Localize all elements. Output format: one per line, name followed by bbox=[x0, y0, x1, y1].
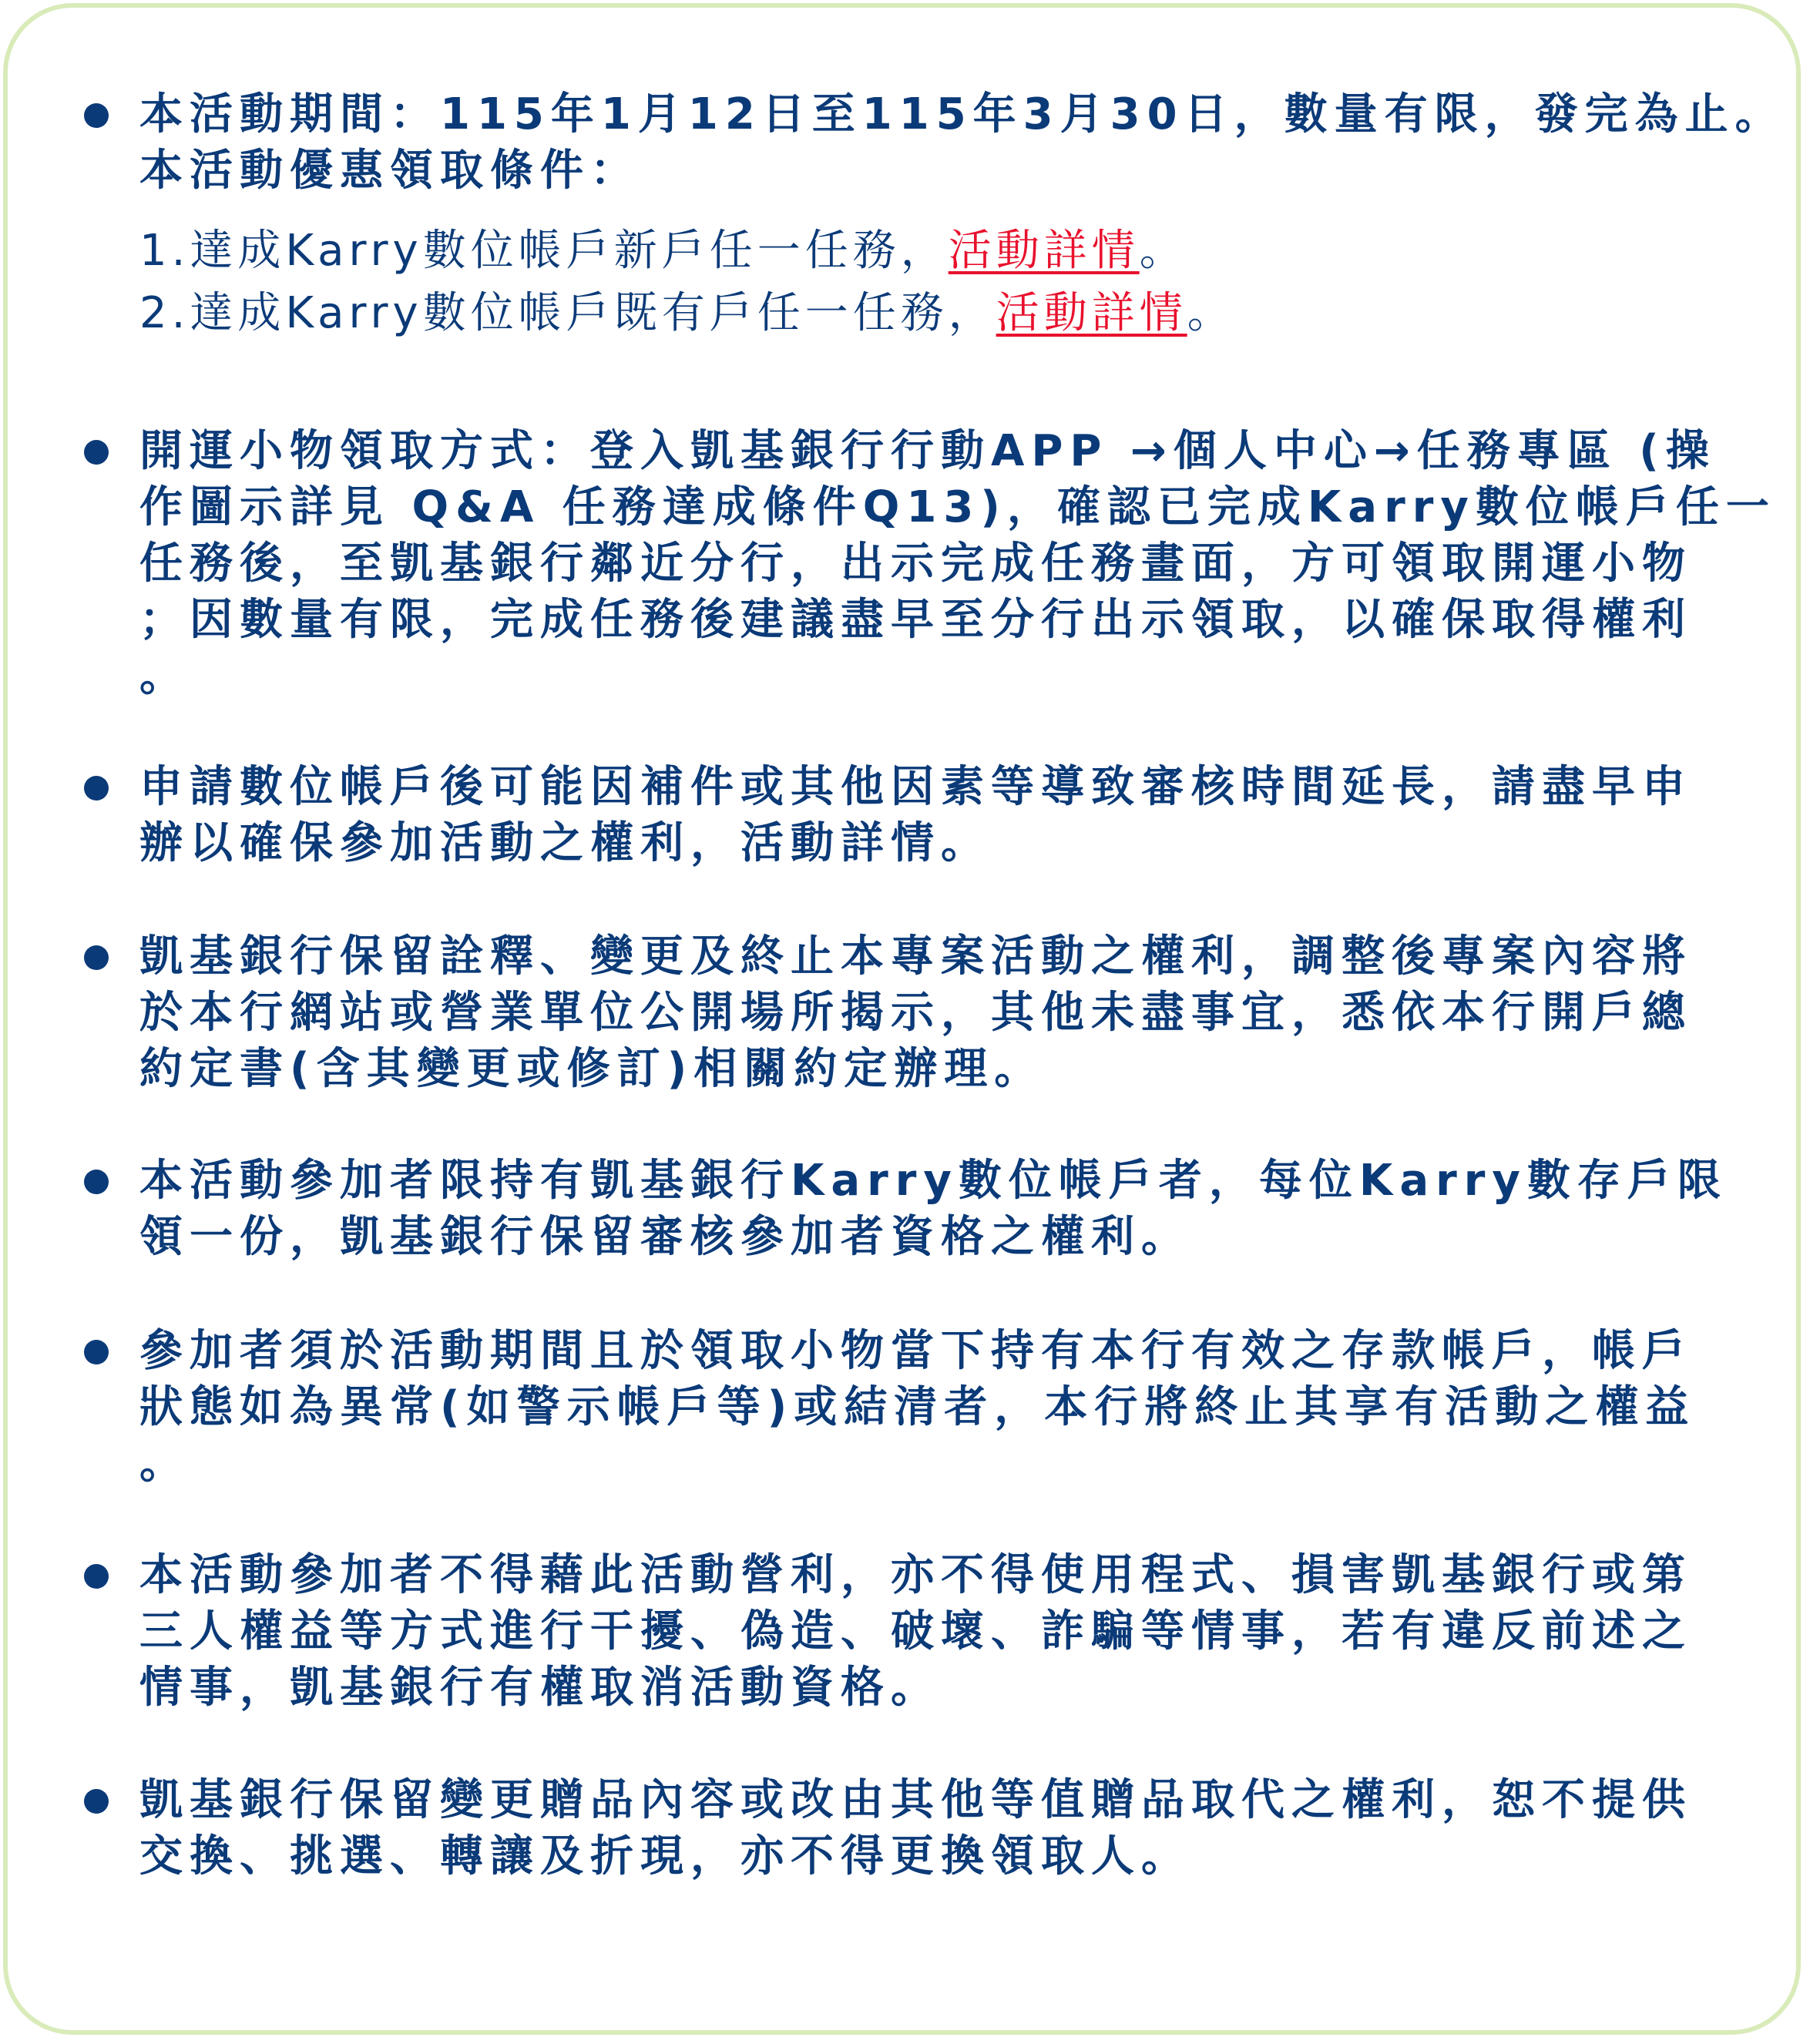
condition-existing-account bbox=[139, 282, 1235, 344]
term-line: 任務後，至凱基銀行鄰近分行，出示完成任務畫面，方可領取開運小物 bbox=[139, 539, 1692, 589]
term-bank-rights bbox=[139, 928, 1727, 1097]
condition-text: 1.達成Karry數位帳戶新戶任一任務， bbox=[139, 226, 949, 276]
activity-details-link[interactable]: 活動詳情 bbox=[996, 288, 1187, 338]
bullet-icon bbox=[84, 103, 109, 128]
term-line: 。 bbox=[139, 651, 190, 701]
term-line: ；因數量有限，完成任務後建議盡早至分行出示領取，以確保取得權利 bbox=[139, 595, 1692, 645]
bullet-icon bbox=[84, 1564, 109, 1589]
term-line: 凱基銀行保留詮釋、變更及終止本專案活動之權利，調整後專案內容將 bbox=[139, 931, 1692, 982]
term-eligibility bbox=[139, 1153, 1727, 1265]
term-no-abuse bbox=[139, 1547, 1727, 1716]
conditions-list bbox=[139, 220, 1235, 344]
term-line: 本活動優惠領取條件： bbox=[139, 146, 640, 196]
activity-details-link[interactable]: 活動詳情 bbox=[948, 226, 1140, 276]
term-line: 本活動期間：115年1月12日至115年3月30日，數量有限，發完為止。 bbox=[139, 89, 1785, 139]
term-line: 三人權益等方式進行干擾、偽造、破壞、詐騙等情事，若有違反前述之 bbox=[139, 1606, 1692, 1656]
term-line: 參加者須於活動期間且於領取小物當下持有本行有效之存款帳戶，帳戶 bbox=[139, 1326, 1692, 1376]
term-valid-account bbox=[139, 1323, 1727, 1492]
term-line: 於本行網站或營業單位公開場所揭示，其他未盡事宜，悉依本行開戶總 bbox=[139, 988, 1692, 1038]
term-line: 情事，凱基銀行有權取消活動資格。 bbox=[139, 1663, 941, 1713]
term-line: 凱基銀行保留變更贈品內容或改由其他等值贈品取代之權利，恕不提供 bbox=[139, 1775, 1692, 1825]
condition-new-account bbox=[139, 220, 1235, 282]
term-line: 領一份，凱基銀行保留審核參加者資格之權利。 bbox=[139, 1212, 1191, 1262]
term-line: 申請數位帳戶後可能因補件或其他因素等導致審核時間延長，請盡早申 bbox=[139, 762, 1692, 812]
term-gift-change bbox=[139, 1772, 1727, 1885]
term-line: 開運小物領取方式：登入凱基銀行行動APP →個人中心→任務專區 (操 bbox=[139, 426, 1716, 476]
term-pickup-method bbox=[139, 423, 1776, 704]
condition-text: 2.達成Karry數位帳戶既有戶任一任務， bbox=[139, 288, 996, 338]
term-line: 作圖示詳見 Q&A 任務達成條件Q13)，確認已完成Karry數位帳戶任一 bbox=[139, 482, 1776, 532]
term-review-time bbox=[139, 759, 1727, 871]
term-line: 辦以確保參加活動之權利，活動詳情。 bbox=[139, 818, 991, 868]
bullet-icon bbox=[84, 776, 109, 800]
term-line: 。 bbox=[139, 1438, 190, 1489]
term-line: 狀態如為異常(如警示帳戶等)或結清者，本行將終止其享有活動之權益 bbox=[139, 1382, 1696, 1432]
term-line: 交換、挑選、轉讓及折現，亦不得更換領取人。 bbox=[139, 1831, 1191, 1881]
condition-suffix: 。 bbox=[1187, 288, 1235, 338]
bullet-icon bbox=[84, 1340, 109, 1364]
term-line: 本活動參加者不得藉此活動營利，亦不得使用程式、損害凱基銀行或第 bbox=[139, 1550, 1692, 1600]
term-line: 本活動參加者限持有凱基銀行Karry數位帳戶者，每位Karry數存戶限 bbox=[139, 1156, 1728, 1206]
bullet-icon bbox=[84, 1789, 109, 1814]
term-line: 約定書(含其變更或修訂)相關約定辦理。 bbox=[139, 1044, 1045, 1094]
bullet-icon bbox=[84, 440, 109, 465]
term-activity-period bbox=[139, 86, 1785, 199]
bullet-icon bbox=[84, 1170, 109, 1194]
condition-suffix: 。 bbox=[1139, 226, 1187, 276]
bullet-icon bbox=[84, 945, 109, 970]
